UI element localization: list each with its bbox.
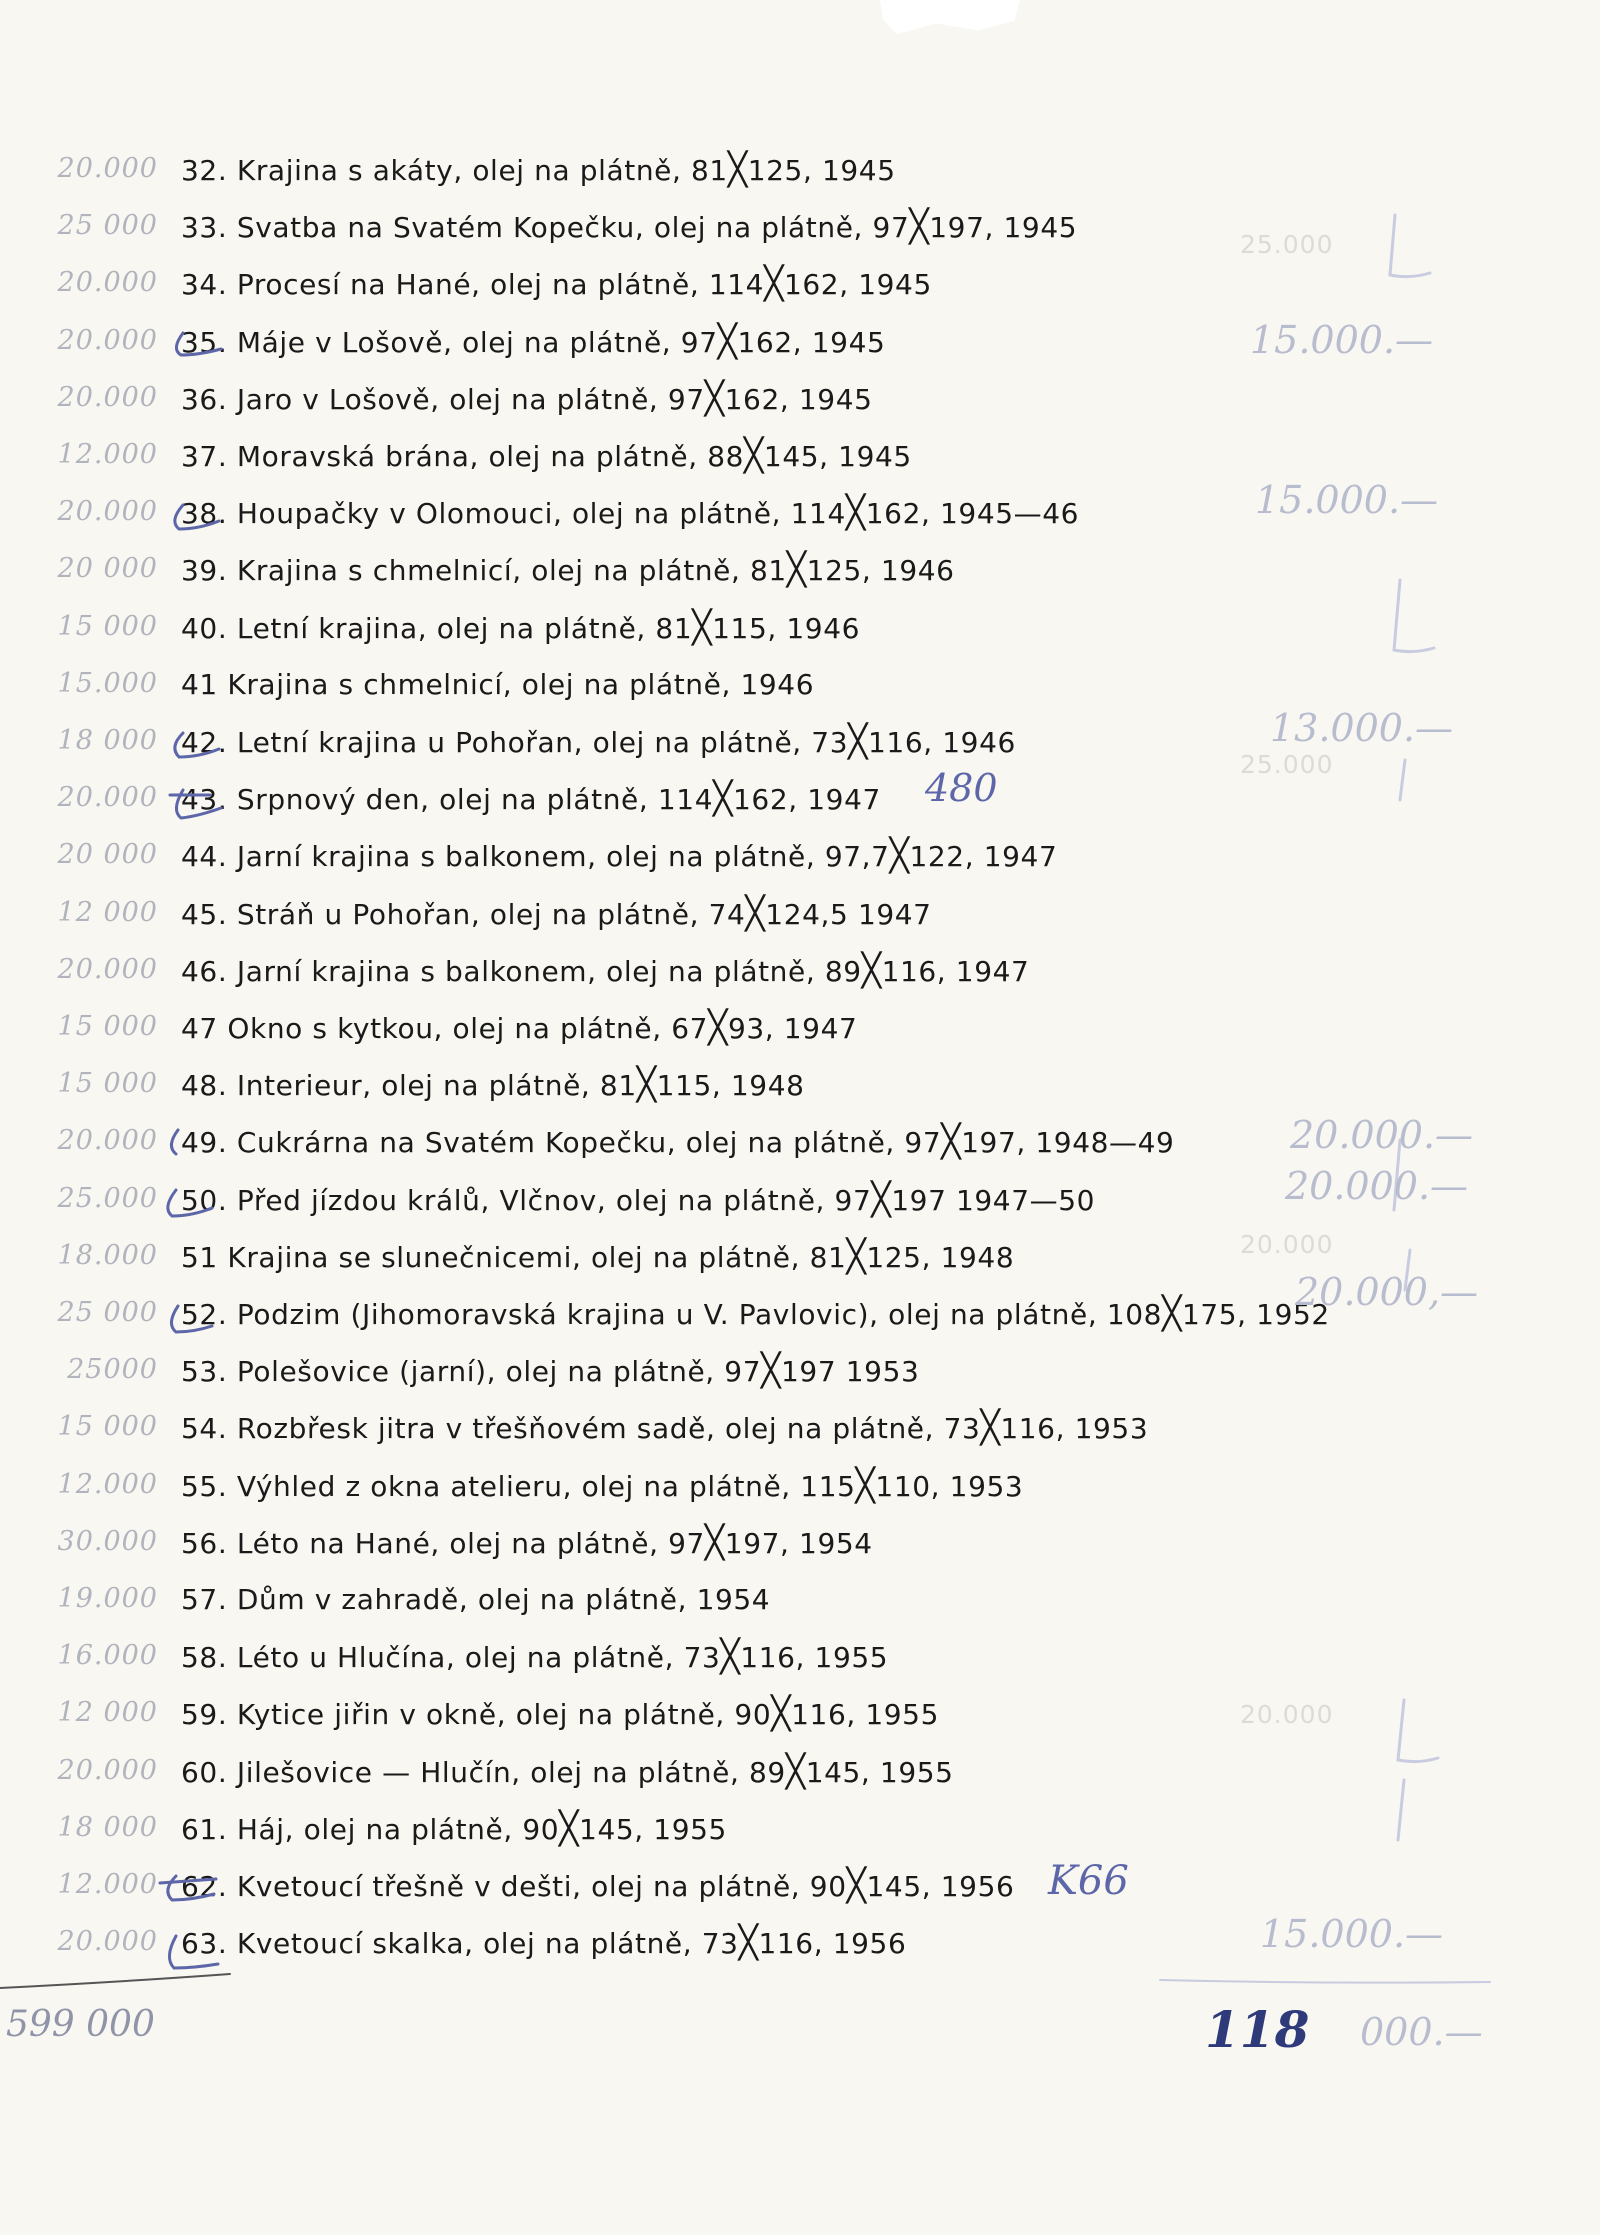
bleed-through-text: 20.000 <box>1240 1700 1334 1729</box>
pencil-price: 30.000 <box>57 1525 158 1557</box>
entry-text: Houpačky v Olomouci, olej na plátně, 114 <box>236 497 846 531</box>
dimension-cross: ╳ <box>1162 1294 1182 1332</box>
dimension-cross: ╳ <box>786 550 807 589</box>
dimension-cross: ╳ <box>636 1065 657 1104</box>
entry-tail: 122, 1947 <box>909 840 1058 874</box>
handwritten-price: 13.000.— <box>1270 706 1454 750</box>
entry-number: 55. <box>181 1469 228 1503</box>
entry-number: 40. <box>181 611 228 645</box>
pencil-price: 18 000 <box>57 725 158 756</box>
dimension-cross: ╳ <box>861 950 882 989</box>
dimension-cross: ╳ <box>909 207 930 246</box>
entry-text: Interieur, olej na plátně, 81 <box>236 1069 637 1103</box>
entry-text: Krajina s chmelnicí, olej na plátně, 81 <box>236 554 787 588</box>
entry-number: 43. <box>181 783 228 817</box>
entry-number: 60. <box>181 1755 228 1789</box>
pencil-price: 20.000 <box>57 953 158 985</box>
pencil-price: 20.000 <box>57 267 158 299</box>
entry-text: Krajina se slunečnicemi, olej na plátně, 81 <box>227 1240 847 1274</box>
entry-number: 34. <box>181 268 228 302</box>
entry-text: Krajina s akáty, olej na plátně, 81 <box>236 154 728 187</box>
strike-line <box>160 1879 216 1883</box>
entry-tail: 197, 1948—49 <box>961 1126 1175 1160</box>
pencil-price: 25000 <box>67 1354 158 1386</box>
bleed-through-text: 20.000 <box>1240 1230 1334 1259</box>
entry-text: Rozbřesk jitra v třešňovém sadě, olej na plátně, 73 <box>236 1412 981 1446</box>
entry-tail: 145, 1945 <box>763 440 912 473</box>
pencil-price: 25 000 <box>57 210 158 242</box>
entry-tail: 175, 1952 <box>1181 1298 1330 1331</box>
entry-text: Cukrárna na Svatém Kopečku, olej na plátně, 97 <box>236 1126 942 1160</box>
dimension-cross: ╳ <box>738 1923 759 1962</box>
entry-text: Polešovice (jarní), olej na plátně, 97 <box>236 1355 762 1389</box>
entry-tail: 125, 1948 <box>866 1240 1015 1274</box>
dimension-cross: ╳ <box>941 1122 962 1161</box>
entry-text: Jilešovice — Hlučín, olej na plátně, 89 <box>236 1755 786 1789</box>
pencil-price: 20.000 <box>57 1926 158 1958</box>
tick-mark <box>175 733 219 757</box>
entry-tail: 162, 1945 <box>737 325 886 359</box>
entry-text: Letní krajina, olej na plátně, 81 <box>236 611 693 645</box>
pencil-price: 18.000 <box>57 1239 158 1271</box>
pencil-price: 25.000 <box>57 1182 158 1214</box>
dimension-cross: ╳ <box>745 893 766 932</box>
entry-number: 47 <box>181 1012 218 1045</box>
entry-number: 41 <box>181 667 218 701</box>
pencil-price: 20 000 <box>57 553 158 585</box>
entry-text: Dům v zahradě, olej na plátně, 1954 <box>236 1583 771 1616</box>
handwritten-total-left: 599 000 <box>6 2004 155 2045</box>
entry-number: 45. <box>181 897 228 931</box>
dimension-cross: ╳ <box>846 1236 867 1275</box>
pencil-price: 15.000 <box>57 667 158 699</box>
entry-number: 50. <box>181 1183 228 1217</box>
entry-text: Krajina s chmelnicí, olej na plátně, 1946 <box>227 667 815 701</box>
entry-tail: 162, 1947 <box>733 783 881 817</box>
dimension-cross: ╳ <box>727 150 748 188</box>
entry-number: 33. <box>181 211 228 245</box>
entry-text: Okno s kytkou, olej na plátně, 67 <box>227 1012 709 1045</box>
pencil-price: 19.000 <box>57 1583 158 1614</box>
handwritten-note: K66 <box>1048 1858 1129 1904</box>
dimension-cross: ╳ <box>713 779 733 818</box>
entry-number: 53. <box>181 1355 228 1389</box>
entry-text: Letní krajina u Pohořan, olej na plátně, 73 <box>236 726 849 759</box>
entry-tail: 124,5 1947 <box>765 897 932 931</box>
handwritten-price: 20.000.— <box>1290 1113 1474 1157</box>
entry-tail: 197, 1945 <box>929 211 1078 245</box>
entry-text: Srpnový den, olej na plátně, 114 <box>236 783 714 817</box>
entry-tail: 116, 1955 <box>740 1641 889 1675</box>
entry-text: Kvetoucí skalka, olej na plátně, 73 <box>236 1927 739 1961</box>
entry-number: 48. <box>181 1069 228 1103</box>
dimension-cross: ╳ <box>717 321 738 360</box>
pencil-mark <box>1390 215 1430 277</box>
entry-tail: 93, 1947 <box>727 1012 858 1045</box>
underline <box>0 1974 230 1988</box>
pencil-price: 20.000 <box>57 381 158 413</box>
handwritten-price: 15.000.— <box>1255 478 1439 522</box>
entry-text: Háj, olej na plátně, 90 <box>236 1812 560 1846</box>
entry-text: Máje v Lošově, olej na plátně, 97 <box>236 325 718 359</box>
dimension-cross: ╳ <box>980 1408 1001 1447</box>
pencil-price: 12.000 <box>57 1468 158 1500</box>
dimension-cross: ╳ <box>871 1179 892 1218</box>
pencil-price: 20.000 <box>57 782 158 814</box>
entry-tail: 162, 1945—46 <box>865 497 1080 531</box>
entry-text: Podzim (Jihomoravská krajina u V. Pavlovic), olej na plátně, 108 <box>236 1298 1163 1331</box>
entry-text: Jarní krajina s balkonem, olej na plátně, 89 <box>236 954 862 988</box>
underline <box>1160 1980 1490 1983</box>
handwritten-total-right-tail: 000.— <box>1360 2010 1483 2054</box>
pencil-price: 16.000 <box>57 1640 158 1672</box>
handwritten-note: 480 <box>925 766 998 810</box>
entry-number: 35. <box>181 325 228 359</box>
tick-mark <box>175 505 219 529</box>
handwritten-price: 15.000.— <box>1250 318 1434 362</box>
dimension-cross: ╳ <box>846 1866 867 1904</box>
dimension-cross: ╳ <box>708 1008 728 1046</box>
entry-tail: 116, 1953 <box>1000 1412 1149 1446</box>
entry-tail: 197, 1954 <box>724 1526 873 1560</box>
pencil-price: 15 000 <box>57 1068 158 1100</box>
dimension-cross: ╳ <box>704 378 725 417</box>
entry-tail: 125, 1945 <box>747 154 896 187</box>
pencil-price: 20 000 <box>57 839 158 871</box>
pencil-mark <box>1398 1700 1438 1762</box>
dimension-cross: ╳ <box>704 1522 725 1561</box>
pencil-price: 20.000 <box>57 496 158 528</box>
dimension-cross: ╳ <box>845 493 866 532</box>
pencil-price: 20.000 <box>57 324 158 356</box>
pencil-price: 18 000 <box>57 1811 158 1843</box>
entry-text: Před jízdou králů, Vlčnov, olej na plátně, 97 <box>236 1183 872 1217</box>
dimension-cross: ╳ <box>744 436 764 474</box>
entry-text: Jarní krajina s balkonem, olej na plátně, 97,7 <box>236 840 890 874</box>
pencil-price: 20.000 <box>57 153 158 184</box>
tick-mark <box>169 1936 218 1968</box>
entry-tail: 115, 1946 <box>712 611 861 645</box>
entry-number: 44. <box>181 840 228 874</box>
handwritten-price: 20.000.— <box>1285 1164 1469 1208</box>
entry-tail: 116, 1946 <box>868 726 1016 759</box>
pencil-price: 15 000 <box>57 610 158 642</box>
entry-number: 54. <box>181 1412 228 1446</box>
handwritten-price: 20.000,— <box>1295 1270 1479 1314</box>
entry-number: 38. <box>181 497 228 531</box>
handwritten-price: 15.000.— <box>1260 1912 1444 1956</box>
entry-text: Kvetoucí třešně v dešti, olej na plátně, 90 <box>236 1870 847 1903</box>
entry-number: 46. <box>181 954 228 988</box>
tick-mark <box>171 1130 178 1154</box>
entry-number: 58. <box>181 1641 228 1675</box>
entry-tail: 110, 1953 <box>875 1469 1024 1503</box>
entry-number: 63. <box>181 1927 228 1961</box>
entry-tail: 162, 1945 <box>724 382 873 416</box>
entry-text: Procesí na Hané, olej na plátně, 114 <box>236 268 765 302</box>
entry-number: 57. <box>181 1583 228 1616</box>
entry-number: 56. <box>181 1526 228 1560</box>
entry-tail: 162, 1945 <box>783 268 932 302</box>
entry-text: Svatba na Svatém Kopečku, olej na plátně, 97 <box>236 211 910 245</box>
entry-text: Léto u Hlučína, olej na plátně, 73 <box>236 1641 721 1675</box>
entry-tail: 145, 1956 <box>866 1870 1015 1903</box>
dimension-cross: ╳ <box>889 836 910 875</box>
pencil-price: 20.000 <box>57 1754 158 1786</box>
dimension-cross: ╳ <box>559 1808 580 1847</box>
entry-tail: 197 1953 <box>781 1355 920 1389</box>
dimension-cross: ╳ <box>848 722 868 760</box>
entry-tail: 115, 1948 <box>656 1069 805 1103</box>
entry-tail: 125, 1946 <box>806 554 955 588</box>
entry-tail: 145, 1955 <box>579 1812 727 1846</box>
tick-mark <box>176 333 221 355</box>
entry-number: 61. <box>181 1812 228 1846</box>
tick-mark <box>168 1190 212 1216</box>
dimension-cross: ╳ <box>720 1637 741 1676</box>
entry-text: Jaro v Lošově, olej na plátně, 97 <box>236 382 705 416</box>
entry-number: 49. <box>181 1126 228 1160</box>
entry-text: Kytice jiřin v okně, olej na plátně, 90 <box>236 1698 772 1732</box>
entry-tail: 197 1947—50 <box>891 1183 1096 1217</box>
pencil-price: 25 000 <box>57 1297 158 1328</box>
entry-number: 36. <box>181 382 228 416</box>
dimension-cross: ╳ <box>764 264 784 303</box>
dimension-cross: ╳ <box>771 1694 792 1733</box>
entry-number: 42. <box>181 726 228 759</box>
pencil-mark <box>1394 580 1434 652</box>
entry-tail: 116, 1956 <box>758 1927 907 1961</box>
entry-text: Výhled z okna atelieru, olej na plátně, 115 <box>236 1469 856 1503</box>
pencil-price: 12 000 <box>57 896 158 928</box>
pencil-price: 12 000 <box>57 1697 158 1729</box>
entry-number: 39. <box>181 554 228 588</box>
entry-tail: 116, 1947 <box>881 954 1030 988</box>
bleed-through-text: 25.000 <box>1240 750 1334 779</box>
dimension-cross: ╳ <box>855 1465 876 1504</box>
entry-text: Stráň u Pohořan, olej na plátně, 74 <box>236 897 746 931</box>
entry-text: Moravská brána, olej na plátně, 88 <box>236 440 745 473</box>
pencil-mark <box>1400 760 1405 800</box>
entry-number: 62. <box>181 1870 228 1903</box>
entry-number: 52. <box>181 1298 228 1331</box>
entry-tail: 116, 1955 <box>791 1698 940 1732</box>
pencil-price: 20.000 <box>57 1125 158 1157</box>
entry-number: 51 <box>181 1240 218 1274</box>
entry-number: 59. <box>181 1698 228 1732</box>
bleed-through-text: 25.000 <box>1240 230 1334 259</box>
entry-number: 37. <box>181 440 228 473</box>
pencil-price: 15 000 <box>57 1411 158 1443</box>
pencil-mark <box>1398 1780 1404 1840</box>
handwritten-total-right: 118 <box>1205 2000 1310 2059</box>
tick-mark <box>171 1306 212 1332</box>
dimension-cross: ╳ <box>692 607 713 646</box>
dimension-cross: ╳ <box>761 1351 781 1390</box>
dimension-cross: ╳ <box>785 1751 806 1790</box>
pencil-price: 15 000 <box>57 1011 158 1042</box>
pencil-price: 12.000 <box>57 439 158 470</box>
entry-number: 32. <box>181 154 228 187</box>
entry-text: Léto na Hané, olej na plátně, 97 <box>236 1526 705 1560</box>
entry-tail: 145, 1955 <box>805 1755 954 1789</box>
pencil-price: 12.000 <box>57 1869 158 1900</box>
